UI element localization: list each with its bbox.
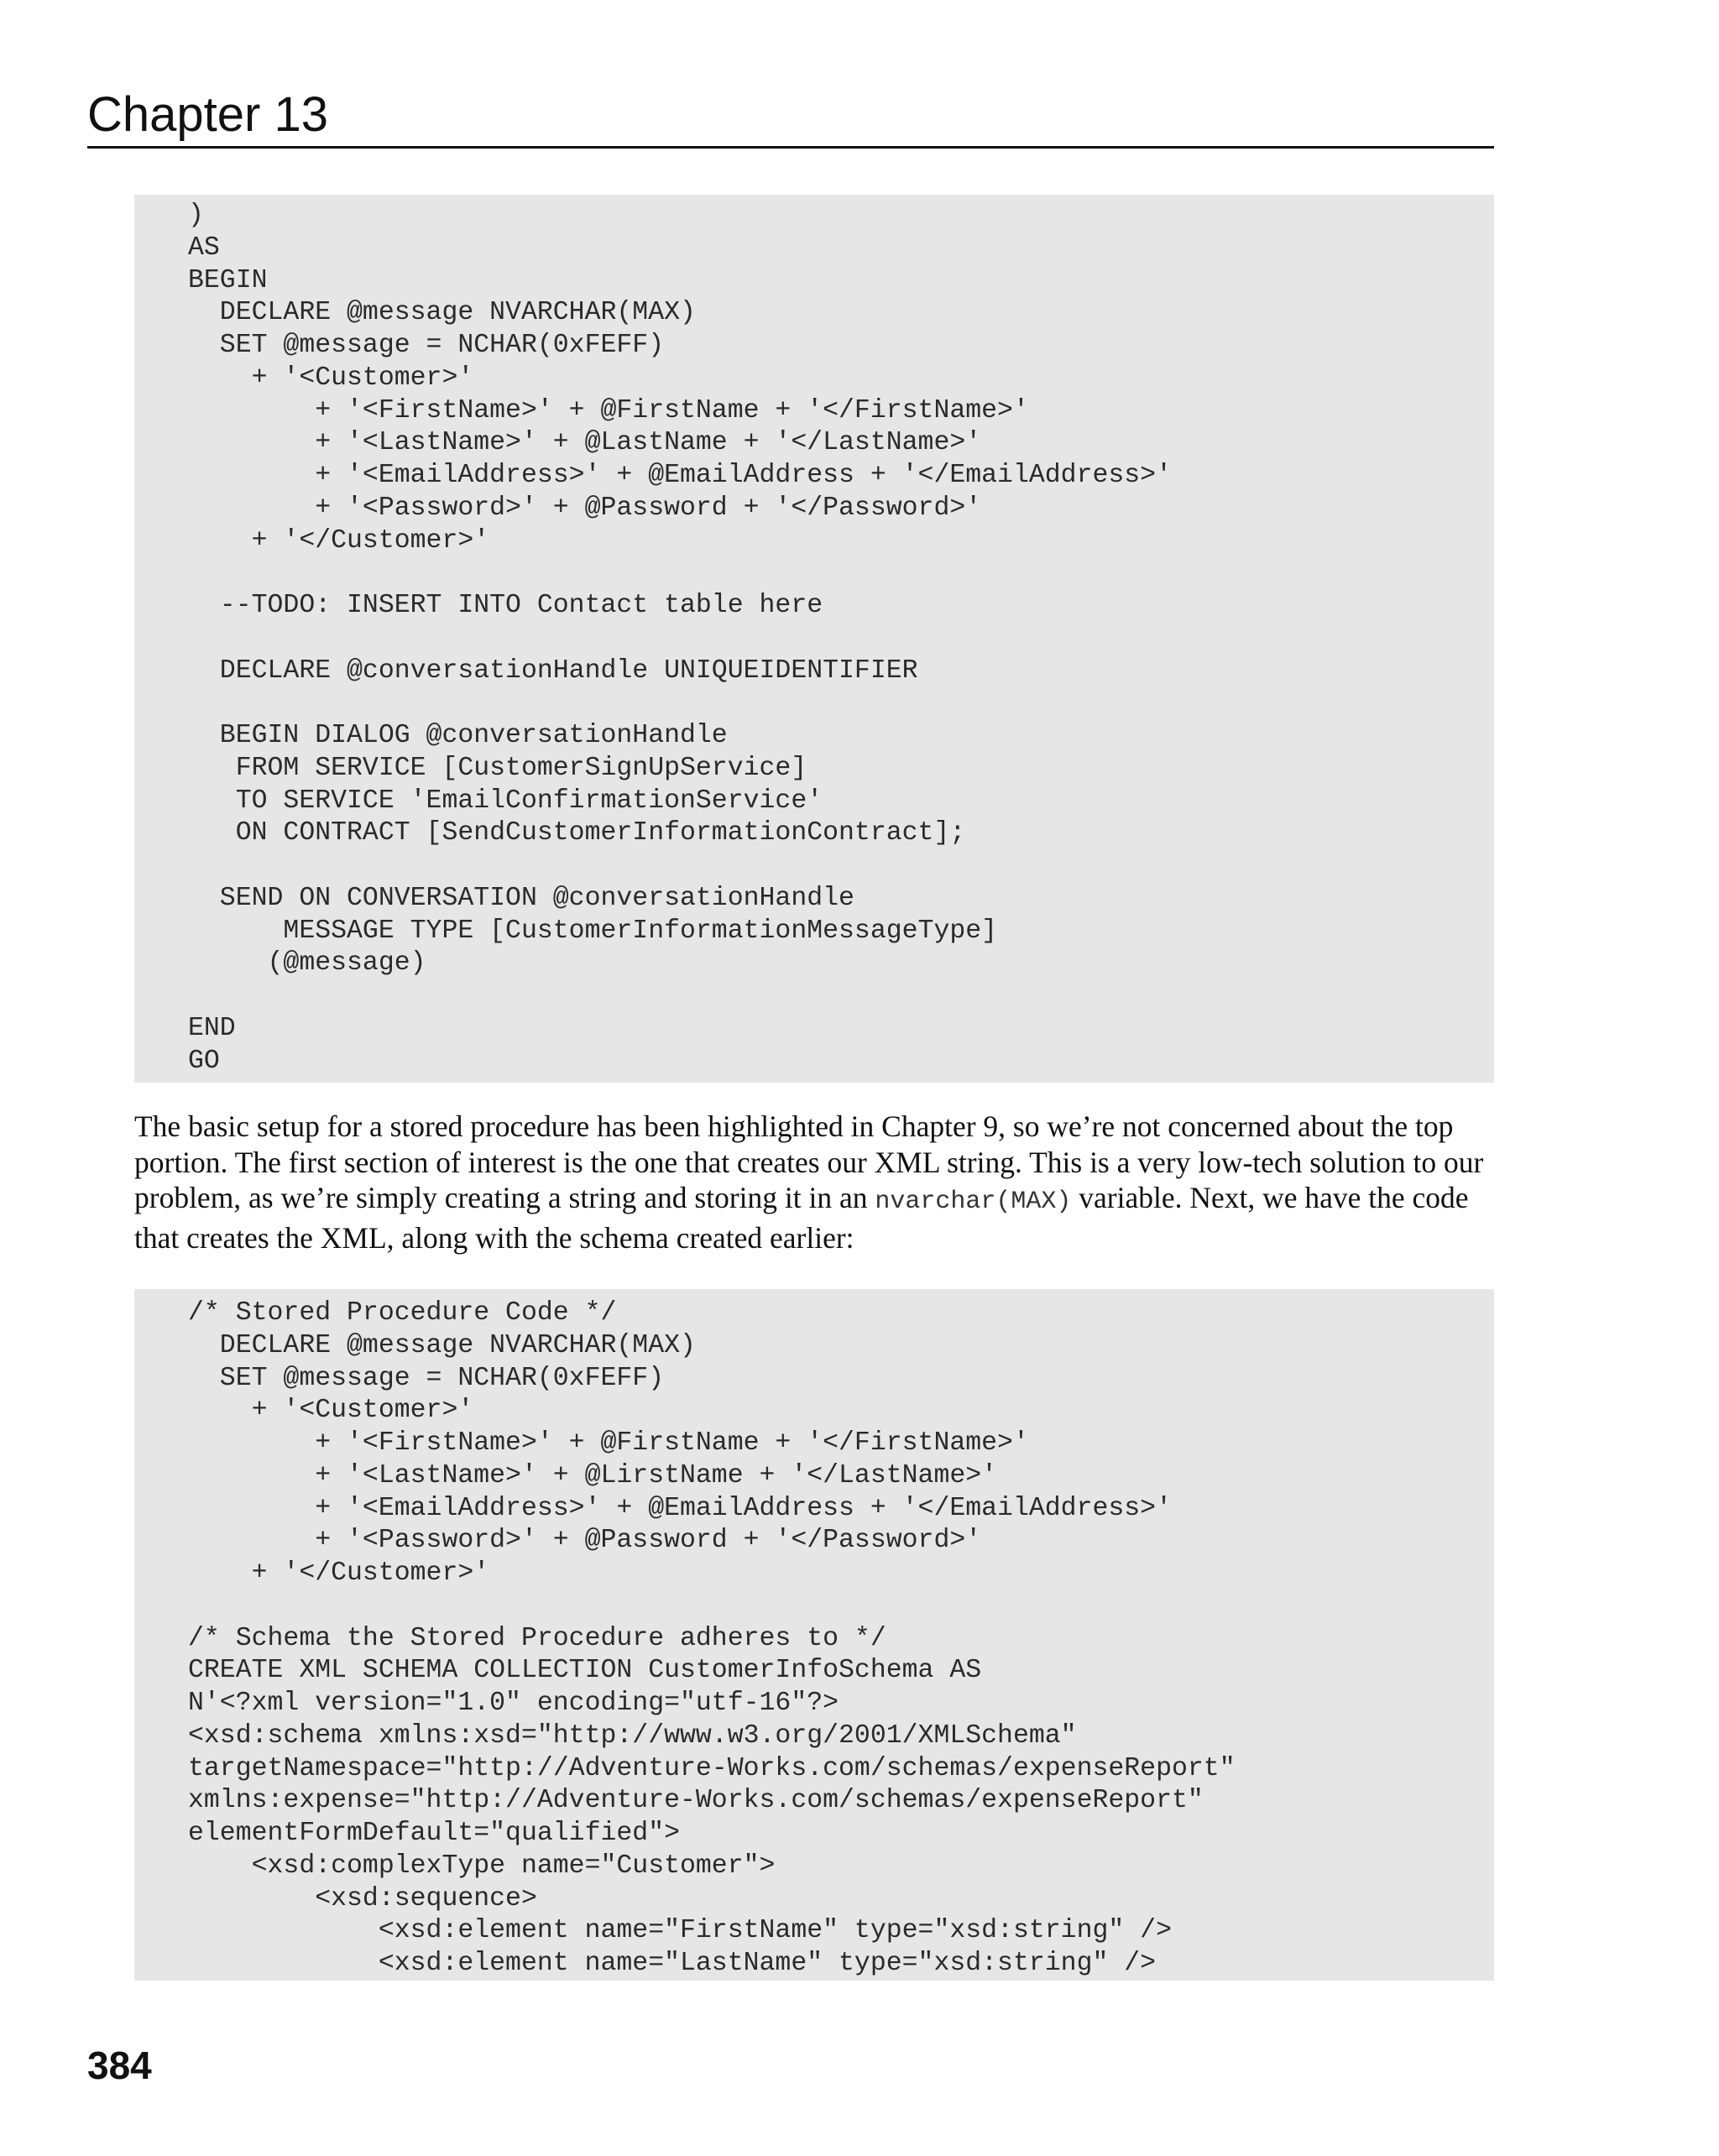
code-line: TO SERVICE 'EmailConfirmationService'	[188, 786, 823, 816]
chapter-title: Chapter 13	[87, 87, 328, 142]
inline-code: nvarchar(MAX)	[875, 1188, 1072, 1216]
code-line: <xsd:complexType name="Customer">	[188, 1851, 776, 1881]
code-line: DECLARE @conversationHandle UNIQUEIDENTIFIER	[188, 655, 918, 686]
code-line: (@message)	[188, 948, 426, 979]
code-line: FROM SERVICE [CustomerSignUpService]	[188, 753, 807, 783]
code-line: elementFormDefault="qualified">	[188, 1819, 680, 1848]
code-line: MESSAGE TYPE [CustomerInformationMessageType]	[188, 916, 998, 946]
code-line: BEGIN DIALOG @conversationHandle	[188, 721, 728, 750]
code-line: END	[188, 1013, 236, 1043]
code-line: <xsd:schema xmlns:xsd="http://www.w3.org/2001/XMLSchema"	[188, 1720, 1077, 1751]
code-line: + '<FirstName>' + @FirstName + '</FirstName>'	[188, 395, 1029, 425]
code-block-stored-procedure	[134, 195, 1494, 1083]
code-line: <xsd:sequence>	[188, 1883, 537, 1913]
code-line: + '<EmailAddress>' + @EmailAddress + '</EmailAddress>'	[188, 1493, 1172, 1523]
code-line: ON CONTRACT [SendCustomerInformationContract];	[188, 818, 966, 848]
code-line: + '<LastName>' + @LastName + '</LastName>'	[188, 428, 982, 458]
code-line	[188, 1590, 1494, 1623]
code-line: + '<EmailAddress>' + @EmailAddress + '</EmailAddress>'	[188, 461, 1172, 490]
code-line: xmlns:expense="http://Adventure-Works.com/schemas/expenseReport"	[188, 1786, 1204, 1816]
code-line: /* Schema the Stored Procedure adheres to */	[188, 1623, 886, 1653]
code-line: GO	[188, 1046, 220, 1076]
code-line: --TODO: INSERT INTO Contact table here	[188, 591, 823, 620]
code-line: + '<LastName>' + @LirstName + '</LastName>'	[188, 1460, 998, 1490]
code-line: SET @message = NCHAR(0xFEFF)	[188, 1363, 665, 1393]
code-line: SEND ON CONVERSATION @conversationHandle	[188, 883, 854, 913]
code-line: + '</Customer>'	[188, 525, 490, 556]
code-line: + '</Customer>'	[188, 1558, 490, 1588]
code-line: <xsd:element name="FirstName" type="xsd:string" />	[188, 1916, 1172, 1946]
code-line	[188, 557, 1494, 590]
code-line	[188, 850, 1494, 883]
code-line: CREATE XML SCHEMA COLLECTION CustomerInfoSchema AS	[188, 1656, 982, 1686]
code-line: + '<Password>' + @Password + '</Password>'	[188, 493, 982, 523]
code-line: DECLARE @message NVARCHAR(MAX)	[188, 1330, 696, 1360]
code-line: )	[188, 201, 204, 230]
code-line: AS	[188, 232, 220, 263]
code-line: SET @message = NCHAR(0xFEFF)	[188, 331, 665, 360]
code-line: + '<FirstName>' + @FirstName + '</FirstName>'	[188, 1428, 1029, 1458]
code-line: DECLARE @message NVARCHAR(MAX)	[188, 298, 696, 328]
page-number: 384	[87, 2044, 152, 2087]
code-line: + '<Customer>'	[188, 363, 474, 393]
page-header	[87, 82, 1494, 149]
body-paragraph	[134, 1109, 1494, 1255]
code-line: <xsd:element name="LastName" type="xsd:string" />	[188, 1949, 1157, 1978]
code-line: + '<Password>' + @Password + '</Password>'	[188, 1526, 982, 1556]
code-line: /* Stored Procedure Code */	[188, 1298, 617, 1328]
code-line: + '<Customer>'	[188, 1396, 474, 1426]
code-line: N'<?xml version="1.0" encoding="utf-16"?>	[188, 1689, 839, 1718]
code-block-xml-schema	[134, 1289, 1494, 1981]
code-line: targetNamespace="http://Adventure-Works.com/schemas/expenseReport"	[188, 1753, 1236, 1783]
code-line	[188, 687, 1494, 720]
code-line: BEGIN	[188, 265, 268, 295]
paragraph-text: The basic setup for a stored procedure has been highlighted in Chapter 9, so we’re not concerned about the top portion. The first section of interest is the one that creates our XML string. This is a very low-tech solution to our problem, as we’re simply creating a string and storing it in an	[134, 1109, 1484, 1214]
code-line	[188, 980, 1494, 1013]
code-line	[188, 623, 1494, 655]
paragraph-text: variable. Next, we have the code that creates the XML, along with the schema created earlier:	[134, 1181, 1469, 1255]
